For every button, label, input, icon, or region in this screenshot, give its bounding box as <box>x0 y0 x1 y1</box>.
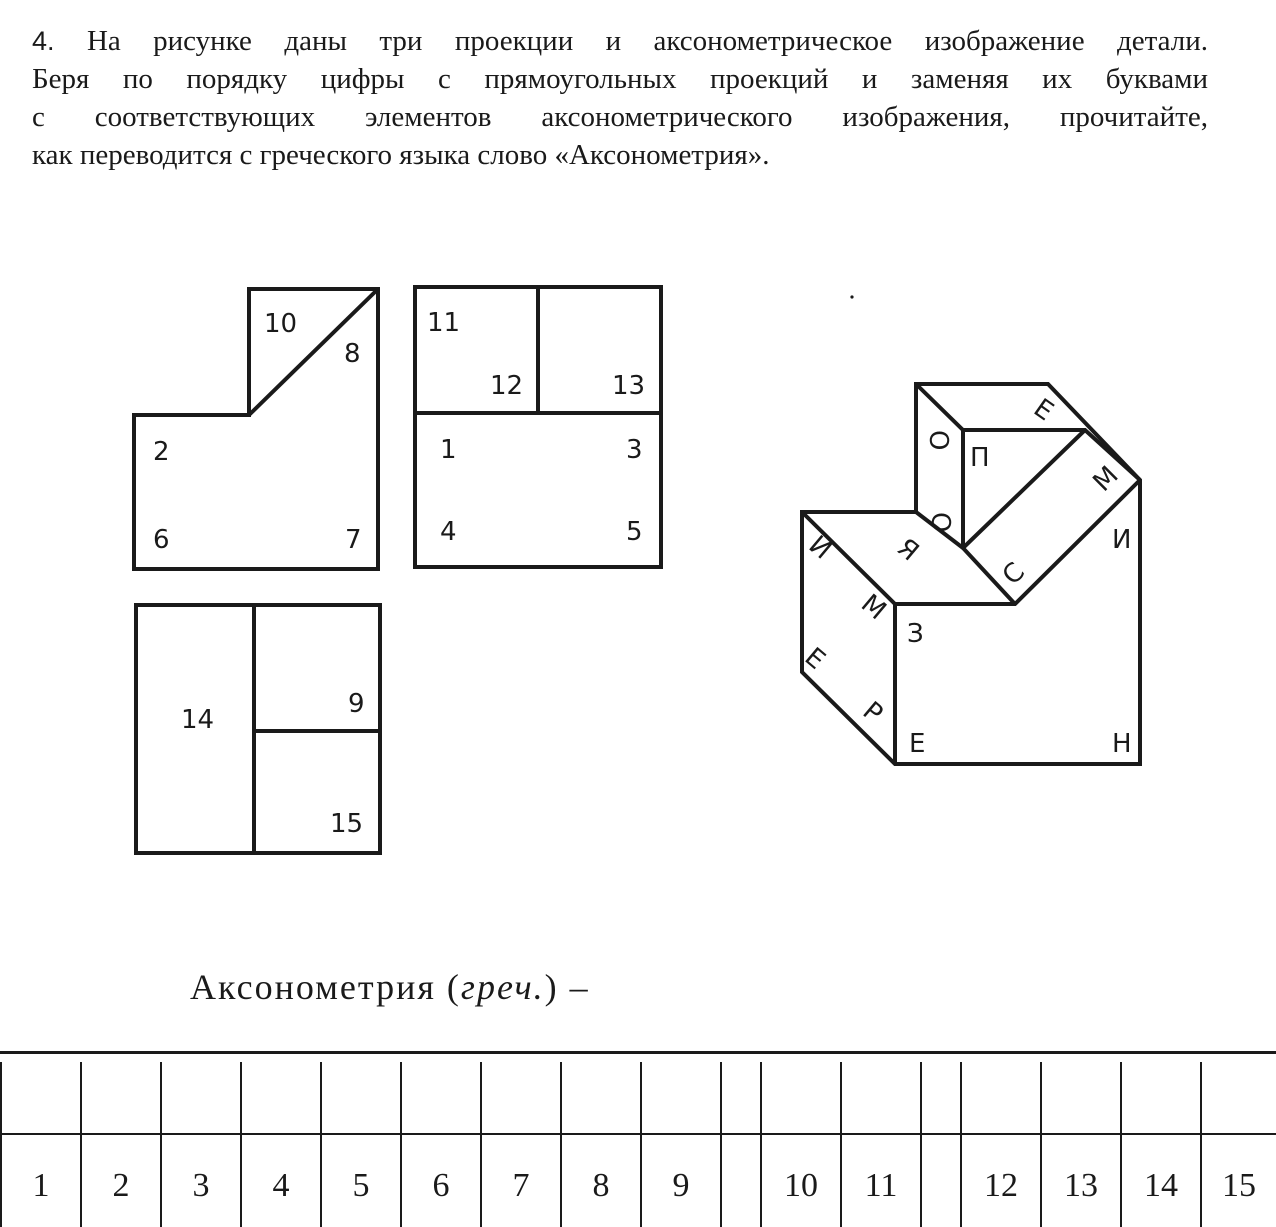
grid-cell-7[interactable]: 7 <box>480 1062 560 1227</box>
task-number: 4. <box>32 26 55 56</box>
right-label-1: 1 <box>440 435 457 465</box>
axonometric-view <box>799 295 1140 764</box>
stray-dot <box>850 295 853 298</box>
axon-letter-p: П <box>970 443 990 473</box>
answer-line: Аксонометрия (греч.) – <box>190 967 590 1007</box>
axon-letter-m2: М <box>855 588 892 627</box>
grid-cell-12[interactable]: 12 <box>960 1062 1040 1227</box>
task-line-2: Беря по порядку цифры с прямоугольных проекций и заменяя их буквами <box>32 63 1208 95</box>
axon-letter-e2: Е <box>798 642 831 676</box>
axon-letter-i1: И <box>1112 525 1132 555</box>
side-view <box>136 605 380 853</box>
grid-cell-9[interactable]: 9 <box>640 1062 720 1227</box>
grid-cell-2[interactable]: 2 <box>80 1062 160 1227</box>
right-label-12: 12 <box>490 371 524 401</box>
grid-cell-10[interactable]: 10 <box>760 1062 840 1227</box>
axon-letter-o2: О <box>925 512 955 533</box>
axon-letter-e3: Е <box>909 729 926 759</box>
right-label-4: 4 <box>440 517 457 547</box>
side-label-15: 15 <box>330 809 364 839</box>
grid-cell-space-2[interactable] <box>920 1062 960 1227</box>
grid-cell-space-1[interactable] <box>720 1062 760 1227</box>
side-label-14: 14 <box>181 705 215 735</box>
axon-letter-ya: Я <box>891 532 925 568</box>
front-view <box>134 289 378 569</box>
answer-note: греч. <box>460 967 545 1007</box>
answer-grid <box>0 1051 1276 1224</box>
front-label-6: 6 <box>153 525 170 555</box>
right-label-3: 3 <box>626 435 643 465</box>
front-label-8: 8 <box>344 339 361 369</box>
axon-letter-m1: М <box>1087 460 1125 498</box>
front-label-7: 7 <box>345 525 362 555</box>
axon-letter-o1: О <box>923 430 953 451</box>
right-label-13: 13 <box>612 371 646 401</box>
task-line-1: 4. На рисунке даны три проекции и аксонометрическое изображение детали. <box>32 25 1208 57</box>
axon-letter-z: З <box>907 619 924 649</box>
axon-letter-e1: Е <box>1027 393 1059 428</box>
grid-cell-1[interactable]: 1 <box>0 1062 80 1227</box>
grid-cell-14[interactable]: 14 <box>1120 1062 1200 1227</box>
axon-letter-i2: И <box>802 530 837 566</box>
grid-cell-5[interactable]: 5 <box>320 1062 400 1227</box>
grid-cell-3[interactable]: 3 <box>160 1062 240 1227</box>
front-label-10: 10 <box>264 309 298 339</box>
task-line-3: с соответствующих элементов аксонометрического изображения, прочитайте, <box>32 101 1208 133</box>
grid-cell-15[interactable]: 15 <box>1200 1062 1276 1227</box>
grid-cell-4[interactable]: 4 <box>240 1062 320 1227</box>
front-label-2: 2 <box>153 437 170 467</box>
right-view <box>415 287 661 567</box>
grid-cell-8[interactable]: 8 <box>560 1062 640 1227</box>
answer-dash: – <box>569 967 590 1007</box>
axon-letter-n: Н <box>1112 729 1132 759</box>
side-label-9: 9 <box>348 689 365 719</box>
right-label-11: 11 <box>427 308 461 338</box>
right-label-5: 5 <box>626 517 643 547</box>
axon-letter-r: Р <box>856 696 888 730</box>
grid-cell-11[interactable]: 11 <box>840 1062 920 1227</box>
grid-cell-6[interactable]: 6 <box>400 1062 480 1227</box>
grid-cell-13[interactable]: 13 <box>1040 1062 1120 1227</box>
answer-word: Аксонометрия <box>190 967 436 1007</box>
axon-letter-s: С <box>996 557 1031 592</box>
task-line-4: как переводится с греческого языка слово «Аксонометрия». <box>32 139 770 171</box>
